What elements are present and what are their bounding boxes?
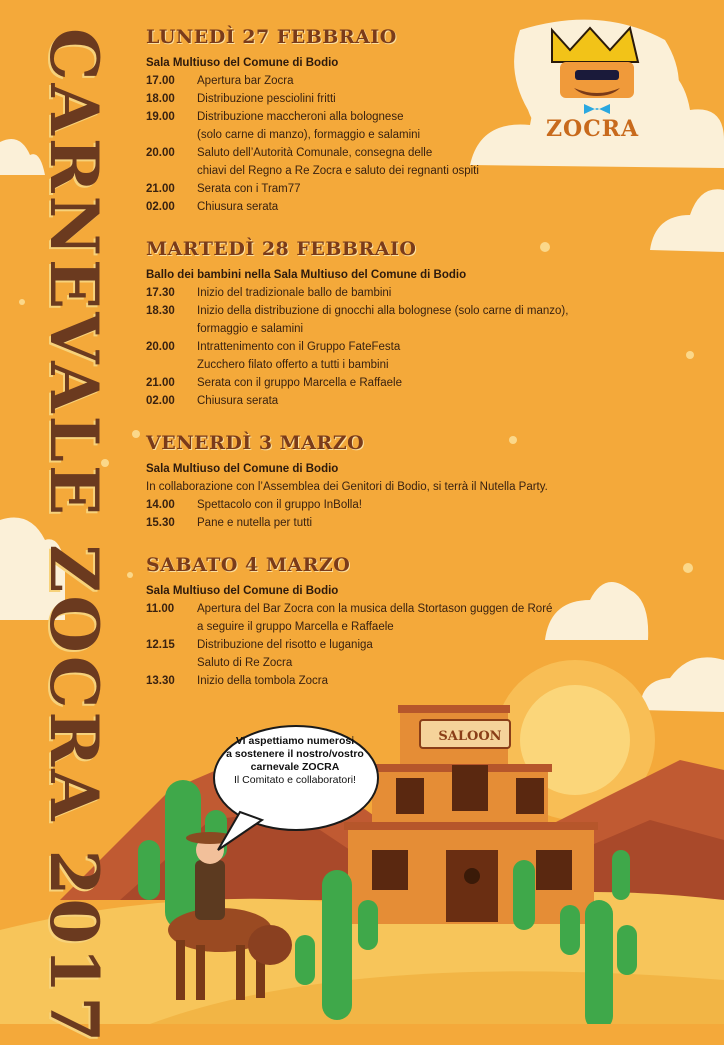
event-row — [146, 72, 586, 90]
event-desc: Inizio del tradizionale ballo de bambini — [197, 287, 392, 299]
event-row — [146, 514, 586, 532]
event-time: 12.15 — [146, 639, 175, 651]
day-title: SABATO 4 MARZO — [146, 554, 351, 576]
event-time: 13.30 — [146, 675, 175, 687]
event-row — [146, 284, 586, 302]
event-desc: Inizio della distribuzione di gnocchi alla bolognese (solo carne di manzo), formaggio e salamini — [197, 305, 569, 335]
day-section — [146, 554, 586, 690]
event-desc: Saluto dell’Autorità Comunale, consegna delle chiavi del Regno a Re Zocra e saluto dei regnanti ospiti — [197, 147, 479, 177]
day-venue: Sala Multiuso del Comune di Bodio — [146, 463, 339, 475]
event-time: 17.00 — [146, 75, 175, 87]
event-row — [146, 90, 586, 108]
event-row — [146, 392, 586, 410]
day-venue: Sala Multiuso del Comune di Bodio — [146, 585, 339, 597]
event-time: 15.30 — [146, 517, 175, 529]
event-desc: Pane e nutella per tutti — [197, 517, 313, 529]
cloud-right-mid — [650, 189, 724, 252]
event-row — [146, 302, 586, 338]
event-desc: Intrattenimento con il Gruppo FateFesta Zucchero filato offerto a tutti i bambini — [197, 341, 401, 371]
logo-text: ZOCRA — [546, 116, 640, 142]
event-desc: Serata con il gruppo Marcella e Raffaele — [197, 377, 402, 389]
event-time: 19.00 — [146, 111, 175, 123]
event-time: 11.00 — [146, 603, 175, 615]
event-time: 18.00 — [146, 93, 175, 105]
event-time: 02.00 — [146, 201, 175, 213]
event-row — [146, 636, 586, 672]
event-time: 20.00 — [146, 147, 175, 159]
event-row — [146, 374, 586, 392]
day-section — [146, 26, 586, 216]
event-time: 21.00 — [146, 377, 175, 389]
event-desc: Spettacolo con il gruppo InBolla! — [197, 499, 362, 511]
day-title: MARTEDÌ 28 FEBBRAIO — [146, 238, 417, 260]
saloon-sign: SALOON — [438, 729, 502, 744]
event-row — [146, 144, 586, 180]
day-title: LUNEDÌ 27 FEBBRAIO — [146, 26, 397, 48]
event-row — [146, 108, 586, 144]
event-desc: Distribuzione pesciolini fritti — [197, 93, 336, 105]
event-time: 20.00 — [146, 341, 175, 353]
event-desc: Chiusura serata — [197, 201, 279, 213]
event-time: 14.00 — [146, 499, 175, 511]
event-time: 17.30 — [146, 287, 175, 299]
program-schedule — [146, 26, 586, 712]
event-row — [146, 600, 586, 636]
event-row — [146, 496, 586, 514]
day-venue: Sala Multiuso del Comune di Bodio — [146, 57, 339, 69]
day-title: VENERDÌ 3 MARZO — [146, 432, 365, 454]
event-time: 02.00 — [146, 395, 175, 407]
event-desc: Serata con i Tram77 — [197, 183, 301, 195]
day-section — [146, 432, 586, 532]
event-desc: Distribuzione del risotto e luganiga Saluto di Re Zocra — [197, 639, 373, 669]
event-time: 18.30 — [146, 305, 175, 317]
cloud-right-low2 — [640, 657, 724, 712]
event-time: 21.00 — [146, 183, 175, 195]
event-desc: Apertura del Bar Zocra con la musica della Stortason guggen de Roré a seguire il gruppo Marcella e Raffaele — [197, 603, 553, 633]
event-desc: Distribuzione maccheroni alla bolognese (solo carne di manzo), formaggio e salamini — [197, 111, 421, 141]
bubble-line: Il Comitato e collaboratori! — [234, 774, 356, 786]
speech-bubble — [226, 735, 364, 787]
event-desc: Inizio della tombola Zocra — [197, 675, 329, 687]
day-section — [146, 238, 586, 410]
bubble-line: Vi aspettiamo numerosi — [235, 735, 355, 747]
event-row — [146, 180, 586, 198]
event-row — [146, 672, 586, 690]
event-desc: Apertura bar Zocra — [197, 75, 294, 87]
bubble-line: a sostenere il nostro/vostro — [226, 748, 364, 760]
side-title: CARNEVALE ZOCRA 2017 — [35, 28, 113, 1045]
bubble-line: carnevale ZOCRA — [250, 761, 340, 773]
event-desc: Chiusura serata — [197, 395, 279, 407]
day-venue: Ballo dei bambini nella Sala Multiuso del Comune di Bodio — [146, 269, 467, 281]
day-note: In collaborazione con l’Assemblea dei Genitori di Bodio, si terrà il Nutella Party. — [146, 481, 548, 493]
event-row — [146, 198, 586, 216]
event-row — [146, 338, 586, 374]
